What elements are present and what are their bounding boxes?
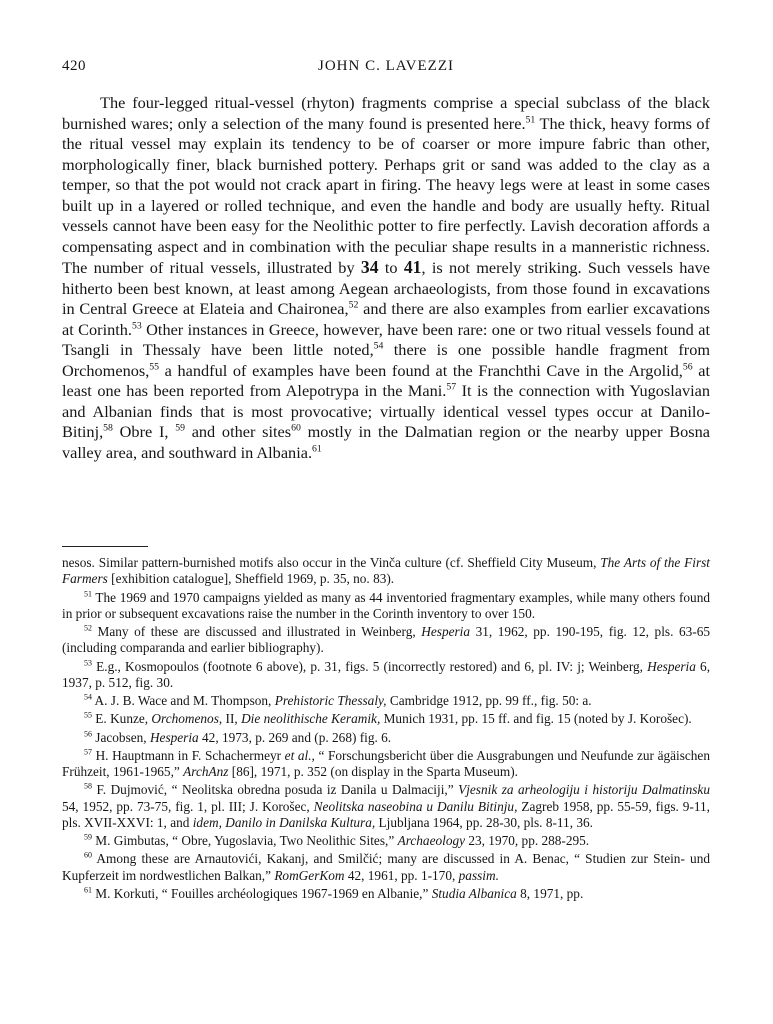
body-paragraph: The four-legged ritual-vessel (rhyton) fragments comprise a special subclass of the black burnished wares; only a selection of the many found is presented here.$^{51}$ The thick, heavy forms of the ritual vessel may explain its tendency to be of coarser or more impure fabric than other, morphologically finer, black burnished pottery. Perhaps grit or sand was added to the clay as a temper, so that the pot would not crack apart in firing. The heavy legs were at least in some cases built up in a layered or rolled technique, and even the handle and body are usually hefty. Ritual vessels cannot have been easy for the Neolithic potter to fire perfectly. Lavish decoration affords a compensating aspect and in combination with the peculiar shape results in a manneristic richness. The number of ritual vessels, illustrated by 34 to 41, is not merely striking. Such vessels have hitherto been best known, at least among Aegean archaeologists, from those found in excavations in Central Greece at Elateia and Chaironea,$^{52}$ and there are also examples from earlier excavations at Corinth.$^{53}$ Other instances in Greece, however, have been rare: one or two ritual vessels found at Tsangli in Thessaly have been little noted,$^{54}$ there is one possible handle fragment from Orchomenos,$^{55}$ a handful of examples have been found at the Franchthi Cave in the Argolid,$^{56}$ at least one has been reported from Alepotrypa in the Mani.$^{57}$ It is the connection with Yugoslavian and Albanian finds that is most provocative; virtually identical vessel types occur at Danilo-Bitinj,$^{58}$ Obre I, $^{59}$ and other sites$^{60}$ mostly in the Dalmatian region or the nearby upper Bosna valley area, and southward in Albania.$^{61}$ — [62, 93, 711, 462]
footnote-ref-57[interactable]: 57 — [446, 381, 457, 393]
footnote-59: $^{59}$ M. Gimbutas, “ Obre, Yugoslavia, Two Neolithic Sites,” Archaeology 23, 1970, pp. 288-295. — [84, 832, 590, 848]
footnotes — [62, 555, 710, 904]
footnote-57: $^{57}$ H. Hauptmann in F. Schachermeyr et al., “ Forschungsbericht über die Ausgrabungen und Neufunde zur ägäischen Frühzeit, 1961-1965,” ArchAnz [86], 1971, p. 352 (on display in the Sparta Museum). — [62, 747, 710, 779]
footnote-continued: nesos. Similar pattern-burnished motifs also occur in the Vinča culture (cf. Sheffield City Museum, The Arts of the First Farmers [exhibition catalogue], Sheffield 1969, p. 35, no. 83). — [62, 555, 710, 587]
footnote-ref-51[interactable]: 51 — [525, 114, 536, 126]
footnote-ref-59[interactable]: 59 — [175, 422, 185, 434]
page-number: 420 — [62, 58, 86, 74]
footnote-ref-54[interactable]: 54 — [373, 340, 384, 352]
footnote-55: $^{55}$ E. Kunze, Orchomenos, II, Die neolithische Keramik, Munich 1931, pp. 15 ff. and fig. 15 (noted by J. Korošec). — [84, 710, 692, 727]
footnote-61: $^{61}$ M. Korkuti, “ Fouilles archéologiques 1967-1969 en Albanie,” Studia Albanica 8, 1971, pp. — [84, 885, 584, 901]
figure-ref-41: 41 — [403, 257, 422, 277]
footnote-ref-58[interactable]: 58 — [103, 422, 113, 434]
footnote-58: $^{58}$ F. Dujmović, “ Neolitska obredna posuda iz Danila u Dalmaciji,” Vjesnik za arheologiju i historiju Dalmatinsku 54, 1952, pp. 73-75, fig. 1, pl. III; J. Korošec, Neolitska naseobina u Danilu Bitinju, Zagreb 1958, pp. 55-59, figs. 9-11, pls. XVII-XXVI: 1, and idem, Danilo in Danilska Kultura, Ljubljana 1964, pp. 28-30, pls. 8-11, 36. — [62, 781, 711, 830]
footnote-ref-53[interactable]: 53 — [131, 320, 142, 332]
footnote-divider — [62, 546, 148, 547]
page-header — [62, 58, 710, 78]
figure-ref-34: 34 — [360, 257, 379, 277]
footnote-ref-56[interactable]: 56 — [682, 361, 693, 373]
footnote-ref-55[interactable]: 55 — [149, 361, 160, 373]
footnote-ref-60[interactable]: 60 — [291, 422, 301, 434]
running-head: JOHN C. LAVEZZI — [318, 58, 454, 74]
footnote-60: $^{60}$ Among these are Arnautovići, Kakanj, and Smilčić; many are discussed in A. Benac, “ Studien zur Stein- und Kupferzeit im nordwestlichen Balkan,” RomGerKom 42, 1961, pp. 1-170, passim. — [62, 850, 710, 883]
footnote-54: $^{54}$ A. J. B. Wace and M. Thompson, Prehistoric Thessaly, Cambridge 1912, pp. 99 ff., fig. 50: a. — [84, 692, 592, 708]
footnote-56: $^{56}$ Jacobsen, Hesperia 42, 1973, p. 269 and (p. 268) fig. 6. — [84, 729, 392, 745]
footnote-52: $^{52}$ Many of these are discussed and illustrated in Weinberg, Hesperia 31, 1962, pp. 190-195, fig. 12, pls. 63-65 (including comparanda and earlier bibliography). — [62, 623, 710, 656]
footnote-51: $^{51}$ The 1969 and 1970 campaigns yielded as many as 44 inventoried fragmentary examples, while many others found in prior or subsequent excavations raise the number in the Corinth inventory to over 150. — [62, 589, 710, 621]
footnote-53: $^{53}$ E.g., Kosmopoulos (footnote 6 above), p. 31, figs. 5 (incorrectly restored) and 6, pl. IV: j; Weinberg, Hesperia 6, 1937, p. 512, fig. 30. — [62, 658, 711, 690]
footnote-ref-52[interactable]: 52 — [348, 299, 359, 311]
footnote-ref-61[interactable]: 61 — [312, 443, 322, 455]
